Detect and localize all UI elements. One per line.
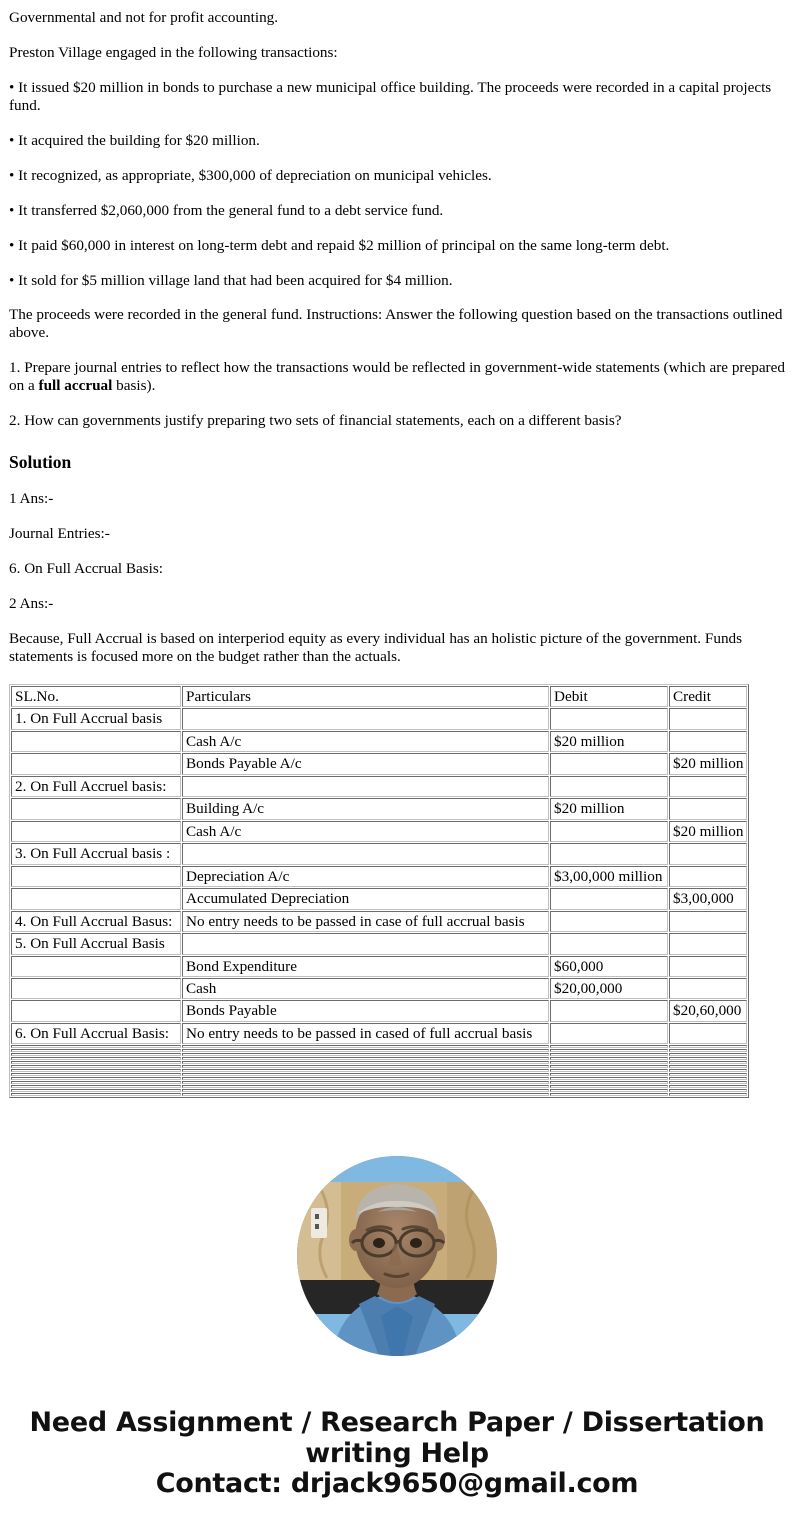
table-empty-cell	[11, 1065, 181, 1068]
table-empty-cell	[550, 1057, 668, 1060]
table-cell-credit	[669, 866, 747, 887]
table-cell-debit: $60,000	[550, 956, 668, 977]
table-empty-cell	[11, 1085, 181, 1088]
table-empty-cell	[11, 1089, 181, 1092]
table-cell-debit	[550, 776, 668, 797]
table-cell-credit	[669, 956, 747, 977]
table-cell-particulars	[182, 933, 549, 954]
table-empty-cell	[669, 1077, 747, 1080]
table-row	[11, 933, 747, 954]
table-empty-cell	[11, 1069, 181, 1072]
table-row	[11, 753, 747, 774]
table-empty-cell	[669, 1073, 747, 1076]
table-cell-particulars: No entry needs to be passed in case of full accrual basis	[182, 911, 549, 932]
table-empty-cell	[182, 1053, 549, 1056]
table-empty-row	[11, 1085, 747, 1088]
table-empty-cell	[11, 1081, 181, 1084]
table-row	[11, 776, 747, 797]
table-empty-cell	[669, 1069, 747, 1072]
table-empty-cell	[11, 1057, 181, 1060]
table-empty-cell	[669, 1065, 747, 1068]
table-cell-sl-no: 1. On Full Accrual basis	[11, 708, 181, 729]
answer-2-label: 2 Ans:-	[9, 595, 54, 613]
table-row	[11, 978, 747, 999]
table-empty-row	[11, 1073, 747, 1076]
table-cell-sl-no	[11, 866, 181, 887]
table-cell-particulars	[182, 708, 549, 729]
table-empty-cell	[182, 1093, 549, 1096]
table-cell-debit: $20,00,000	[550, 978, 668, 999]
footer-line-2: writing Help	[305, 1437, 489, 1469]
intro-paragraph-2: Preston Village engaged in the following transactions:	[9, 43, 338, 61]
table-cell-sl-no: 6. On Full Accrual Basis:	[11, 1023, 181, 1044]
table-cell-debit: $20 million	[550, 798, 668, 819]
table-row	[11, 708, 747, 729]
table-cell-sl-no: 5. On Full Accrual Basis	[11, 933, 181, 954]
question-1-text-a: 1. Prepare journal entries to reflect how the transactions would be reflected in government-wide statements (which are prepared on a	[9, 359, 785, 395]
table-cell-debit: $3,00,000 million	[550, 866, 668, 887]
table-cell-credit	[669, 776, 747, 797]
profile-photo	[297, 1156, 497, 1356]
table-cell-debit	[550, 843, 668, 864]
table-row	[11, 731, 747, 752]
footer-contact-block	[0, 1408, 794, 1517]
table-header-credit: Credit	[669, 686, 747, 707]
table-empty-cell	[669, 1057, 747, 1060]
table-empty-cell	[550, 1065, 668, 1068]
table-empty-cell	[182, 1073, 549, 1076]
table-empty-cell	[669, 1089, 747, 1092]
table-cell-particulars: Cash A/c	[182, 821, 549, 842]
full-accrual-basis-line: 6. On Full Accrual Basis:	[9, 560, 163, 578]
table-cell-particulars: Accumulated Depreciation	[182, 888, 549, 909]
table-cell-sl-no: 3. On Full Accrual basis :	[11, 843, 181, 864]
table-cell-credit: $20,60,000	[669, 1000, 747, 1021]
table-empty-row	[11, 1077, 747, 1080]
table-cell-particulars: Cash A/c	[182, 731, 549, 752]
table-cell-particulars: Bonds Payable A/c	[182, 753, 549, 774]
document-page	[0, 9, 794, 1517]
table-cell-debit	[550, 1023, 668, 1044]
table-empty-row	[11, 1093, 747, 1096]
table-row	[11, 956, 747, 977]
transaction-bullet-5: • It paid $60,000 in interest on long-term debt and repaid $2 million of principal on the same long-term debt.	[9, 236, 670, 254]
table-empty-cell	[669, 1053, 747, 1056]
table-header-sl-no: SL.No.	[11, 686, 181, 707]
table-cell-credit	[669, 731, 747, 752]
table-empty-cell	[182, 1057, 549, 1060]
table-cell-credit	[669, 708, 747, 729]
answer-2-text: Because, Full Accrual is based on interperiod equity as every individual has an holistic picture of the government. Funds statements is focused more on the budget rather than the actuals.	[9, 630, 743, 665]
table-cell-credit	[669, 933, 747, 954]
table-empty-cell	[11, 1053, 181, 1056]
table-cell-particulars: Depreciation A/c	[182, 866, 549, 887]
table-empty-cell	[550, 1061, 668, 1064]
table-cell-particulars: No entry needs to be passed in cased of full accrual basis	[182, 1023, 549, 1044]
table-header-particulars: Particulars	[182, 686, 549, 707]
table-empty-row	[11, 1089, 747, 1092]
question-1	[9, 359, 785, 395]
table-empty-cell	[182, 1069, 549, 1072]
table-row	[11, 843, 747, 864]
table-empty-cell	[11, 1077, 181, 1080]
journal-entries-table-wrapper	[0, 684, 794, 1099]
table-cell-sl-no: 4. On Full Accrual Basus:	[11, 911, 181, 932]
table-empty-cell	[550, 1045, 668, 1048]
table-cell-sl-no	[11, 821, 181, 842]
table-cell-debit	[550, 753, 668, 774]
table-cell-credit	[669, 978, 747, 999]
answer-1-label: 1 Ans:-	[9, 490, 54, 508]
table-empty-cell	[11, 1093, 181, 1096]
table-empty-cell	[550, 1081, 668, 1084]
question-2: 2. How can governments justify preparing two sets of financial statements, each on a different basis?	[9, 412, 622, 430]
table-cell-particulars: Cash	[182, 978, 549, 999]
table-empty-cell	[669, 1045, 747, 1048]
table-empty-row	[11, 1049, 747, 1052]
table-row	[11, 866, 747, 887]
solution-heading: Solution	[9, 452, 72, 473]
table-cell-debit	[550, 888, 668, 909]
table-empty-cell	[11, 1061, 181, 1064]
table-empty-cell	[11, 1049, 181, 1052]
intro-paragraph-1: Governmental and not for profit accounting.	[9, 9, 279, 26]
table-cell-sl-no	[11, 731, 181, 752]
transaction-bullet-2: • It acquired the building for $20 million.	[9, 131, 260, 149]
table-empty-cell	[550, 1089, 668, 1092]
table-row	[11, 1000, 747, 1021]
table-empty-row	[11, 1065, 747, 1068]
table-empty-cell	[669, 1093, 747, 1096]
table-cell-credit	[669, 911, 747, 932]
journal-entries-table	[9, 684, 749, 1099]
table-empty-cell	[550, 1073, 668, 1076]
transaction-bullet-4: • It transferred $2,060,000 from the general fund to a debt service fund.	[9, 201, 444, 219]
table-empty-row	[11, 1057, 747, 1060]
table-empty-cell	[669, 1085, 747, 1088]
table-cell-particulars: Bonds Payable	[182, 1000, 549, 1021]
table-cell-sl-no	[11, 956, 181, 977]
table-cell-credit: $20 million	[669, 753, 747, 774]
table-cell-credit	[669, 1023, 747, 1044]
table-cell-sl-no	[11, 753, 181, 774]
table-empty-cell	[182, 1049, 549, 1052]
question-1-text-b: basis).	[112, 377, 156, 395]
table-cell-debit	[550, 933, 668, 954]
profile-photo-block	[0, 1156, 794, 1358]
table-empty-cell	[550, 1085, 668, 1088]
journal-entries-label: Journal Entries:-	[9, 525, 110, 543]
table-cell-credit	[669, 843, 747, 864]
table-row	[11, 821, 747, 842]
table-cell-particulars	[182, 776, 549, 797]
table-cell-debit	[550, 821, 668, 842]
table-empty-cell	[182, 1045, 549, 1048]
transaction-bullet-6: • It sold for $5 million village land that had been acquired for $4 million.	[9, 271, 453, 289]
table-empty-row	[11, 1053, 747, 1056]
transaction-bullet-1: • It issued $20 million in bonds to purchase a new municipal office building. The proceeds were recorded in a capital projects fund.	[9, 78, 772, 114]
table-cell-sl-no	[11, 978, 181, 999]
table-empty-cell	[669, 1049, 747, 1052]
table-empty-row	[11, 1045, 747, 1048]
footer-line-1: Need Assignment / Research Paper / Dissertation	[29, 1407, 765, 1439]
table-cell-credit: $20 million	[669, 821, 747, 842]
table-empty-row	[11, 1061, 747, 1064]
table-empty-row	[11, 1069, 747, 1072]
table-header-row	[11, 686, 747, 707]
table-row	[11, 911, 747, 932]
table-row	[11, 888, 747, 909]
table-empty-row	[11, 1081, 747, 1084]
footer-line-3: Contact: drjack9650@gmail.com	[155, 1467, 639, 1499]
table-cell-sl-no	[11, 888, 181, 909]
table-empty-cell	[11, 1045, 181, 1048]
profile-photo-illustration	[297, 1156, 497, 1356]
question-1-emphasis: full accrual	[38, 377, 113, 395]
table-empty-cell	[11, 1073, 181, 1076]
table-header-debit: Debit	[550, 686, 668, 707]
table-row	[11, 798, 747, 819]
table-empty-cell	[550, 1093, 668, 1096]
table-cell-debit	[550, 911, 668, 932]
table-cell-sl-no	[11, 1000, 181, 1021]
table-empty-cell	[182, 1077, 549, 1080]
transaction-bullet-3: • It recognized, as appropriate, $300,000 of depreciation on municipal vehicles.	[9, 166, 492, 184]
table-cell-sl-no	[11, 798, 181, 819]
table-empty-cell	[669, 1081, 747, 1084]
table-empty-cell	[182, 1061, 549, 1064]
table-cell-particulars: Building A/c	[182, 798, 549, 819]
table-cell-debit: $20 million	[550, 731, 668, 752]
table-empty-cell	[669, 1061, 747, 1064]
table-cell-particulars	[182, 843, 549, 864]
table-empty-cell	[550, 1049, 668, 1052]
table-empty-cell	[182, 1065, 549, 1068]
table-cell-sl-no: 2. On Full Accruel basis:	[11, 776, 181, 797]
table-row	[11, 1023, 747, 1044]
journal-table-body	[11, 686, 747, 1097]
table-empty-cell	[182, 1089, 549, 1092]
table-cell-debit	[550, 708, 668, 729]
table-empty-cell	[550, 1077, 668, 1080]
table-cell-credit: $3,00,000	[669, 888, 747, 909]
table-empty-cell	[550, 1053, 668, 1056]
table-cell-debit	[550, 1000, 668, 1021]
table-cell-particulars: Bond Expenditure	[182, 956, 549, 977]
table-cell-credit	[669, 798, 747, 819]
table-empty-cell	[550, 1069, 668, 1072]
table-empty-cell	[182, 1081, 549, 1084]
table-empty-cell	[182, 1085, 549, 1088]
instructions-paragraph: The proceeds were recorded in the general fund. Instructions: Answer the following question based on the transactions outlined above.	[9, 306, 783, 342]
document-body	[0, 9, 794, 666]
